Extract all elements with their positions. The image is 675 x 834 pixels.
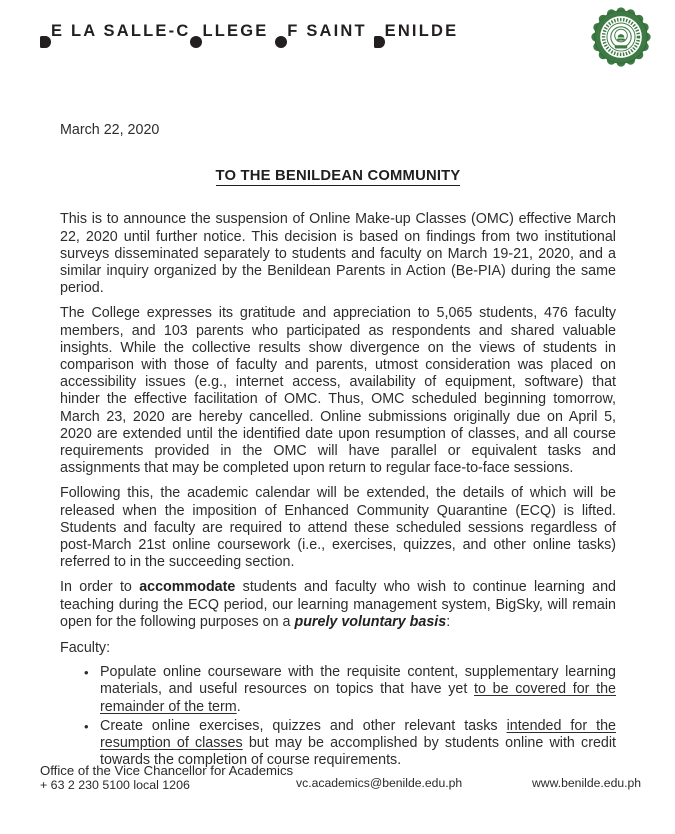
body-paragraph-2: The College expresses its gratitude and appreciation to 5,065 students, 476 faculty members, and 103 parents who participated as respondents and shared valuable insights. While the collective results show divergence on the views of students in comparison with those of faculty and parents, utmost consideration was placed on accessibility issues (e.g., internet access, availability of equipment, software) that hinder the effective facilitation of OMC. Thus, OMC scheduled beginning tomorrow, March 23, 2020 are hereby cancelled. Online submissions originally due on April 5, 2020 are extended until the identified date upon resumption of classes, and all course requirements provided in the OMC will have parallel or equivalent tasks and assignments that may be completed upon return to regular face-to-face sessions. (60, 305, 616, 477)
faculty-section-label: Faculty: (60, 640, 111, 657)
letterhead (0, 0, 675, 72)
office-website: www.benilde.edu.ph (532, 776, 642, 790)
college-seal-icon (590, 6, 652, 68)
body-paragraph-4: In order to accommodate students and faculty who wish to continue learning and teaching during the ECQ period, our learning management system, BigSky, will remain open for the following purposes on a purely voluntary basis: (60, 579, 617, 630)
letter-footer (40, 763, 652, 803)
body-paragraph-3: Following this, the academic calendar will be extended, the details of which will be released when the imposition of Enhanced Community Quarantine (ECQ) is lifted. Students and faculty are required to attend these scheduled sessions regardless of post-March 21st online coursework (i.e., exercises, quizzes, and other online tasks) referred to in the succeeding section. (60, 485, 616, 571)
bullet-item-create-exercises: • Create online exercises, quizzes and other relevant tasks intended for the resumption of classes but may be accomplished by students online with credit towards the completion of course requirements. (100, 718, 616, 770)
college-wordmark: E LA SALLE-C LLEGE F SAINT ENILDE (40, 22, 652, 48)
letter-title: TO THE BENILDEAN COMMUNITY (215, 168, 461, 185)
office-phone: + 63 2 230 5100 local 1206 (40, 778, 190, 792)
office-email: vc.academics@benilde.edu.ph (296, 776, 463, 790)
letter-date: March 22, 2020 (60, 122, 160, 138)
letter-body (0, 122, 675, 770)
bullet-item-populate-courseware: • Populate online courseware with the requisite content, supplementary learning materials, and useful resources on topics that have yet to be covered for the remainder of the term. (100, 664, 616, 716)
faculty-bullet-list (60, 664, 616, 769)
body-paragraph-1: This is to announce the suspension of Online Make-up Classes (OMC) effective March 22, 2020 until further notice. This decision is based on findings from two institutional surveys disseminated separately to students and faculty on March 19-21, 2020, and a similar inquiry organized by the Benildean Parents in Action (Be-PIA) during the same period. (60, 211, 616, 297)
office-name: Office of the Vice Chancellor for Academics (40, 763, 294, 778)
